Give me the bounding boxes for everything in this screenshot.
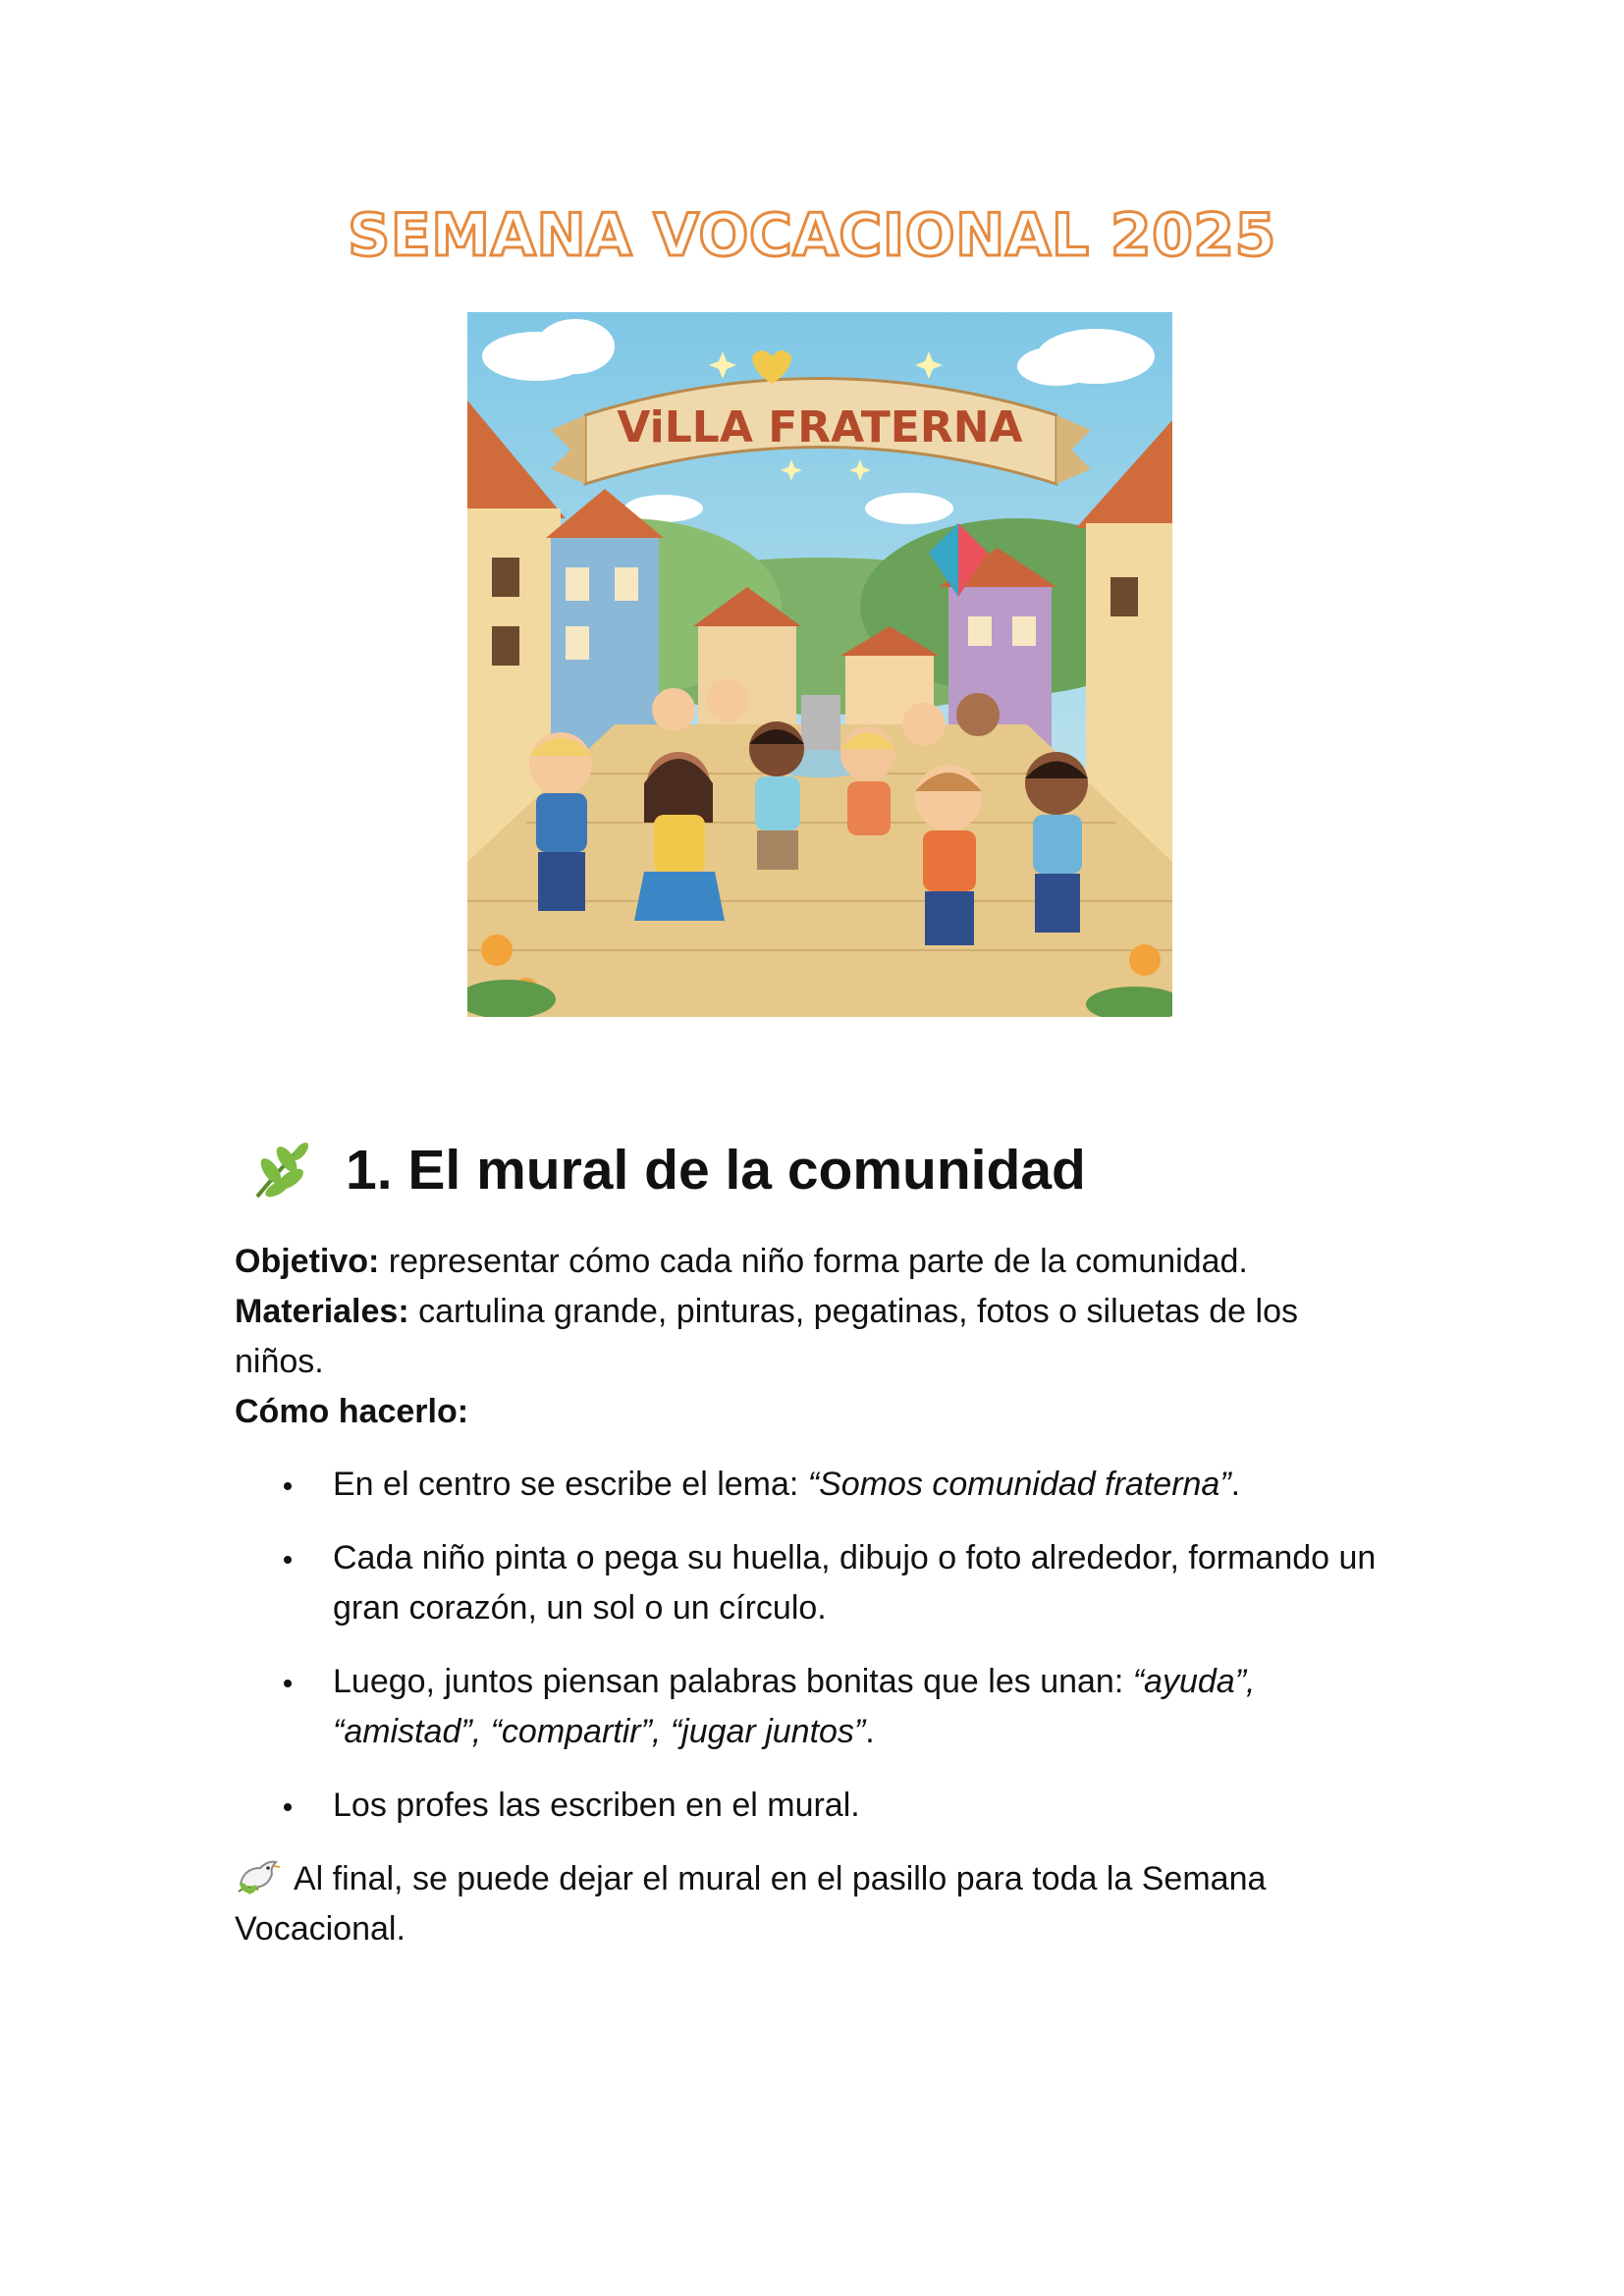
section-body bbox=[235, 1237, 1393, 1954]
step-end: . bbox=[1230, 1466, 1241, 1503]
materials-text: cartulina grande, pinturas, pegatinas, fotos o siluetas de los niños. bbox=[235, 1293, 1298, 1380]
objective-line bbox=[235, 1237, 1393, 1287]
materials-label: Materiales: bbox=[235, 1293, 409, 1330]
banner-text: ViLLA FRATERNA bbox=[617, 402, 1023, 453]
villa-fraterna-illustration bbox=[467, 312, 1172, 1017]
step-end: . bbox=[865, 1713, 875, 1750]
objective-text: representar cómo cada niño forma parte de la comunidad. bbox=[379, 1243, 1248, 1280]
materials-line bbox=[235, 1287, 1393, 1387]
dove-with-branch-icon bbox=[235, 1854, 282, 1897]
objective-label: Objetivo: bbox=[235, 1243, 380, 1280]
step-text: Los profes las escriben en el mural. bbox=[333, 1787, 860, 1824]
list-item bbox=[235, 1533, 1393, 1633]
heading-text: 1. El mural de la comunidad bbox=[346, 1139, 1086, 1201]
list-item bbox=[235, 1460, 1393, 1510]
section-heading bbox=[245, 1131, 1086, 1209]
step-text: En el centro se escribe el lema: bbox=[333, 1466, 808, 1503]
final-text: Al final, se puede dejar el mural en el pasillo para toda la Semana Vocacional. bbox=[235, 1860, 1267, 1948]
step-text: Cada niño pinta o pega su huella, dibujo o foto alrededor, formando un gran corazón, un sol o un círculo. bbox=[333, 1539, 1377, 1627]
step-quote: “Somos comunidad fraterna” bbox=[807, 1466, 1231, 1503]
list-item bbox=[235, 1657, 1393, 1757]
final-note bbox=[235, 1854, 1393, 1954]
how-label-line bbox=[235, 1387, 1393, 1437]
how-label: Cómo hacerlo: bbox=[235, 1393, 469, 1430]
document-title: SEMANA VOCACIONAL 2025 bbox=[348, 201, 1276, 270]
step-quote: “ayuda”, “amistad”, “compartir”, “jugar juntos” bbox=[333, 1663, 1256, 1750]
step-text: Luego, juntos piensan palabras bonitas que les unan: bbox=[333, 1663, 1133, 1700]
leaf-branch-icon bbox=[245, 1136, 314, 1204]
list-item bbox=[235, 1781, 1393, 1831]
steps-list bbox=[235, 1460, 1393, 1831]
